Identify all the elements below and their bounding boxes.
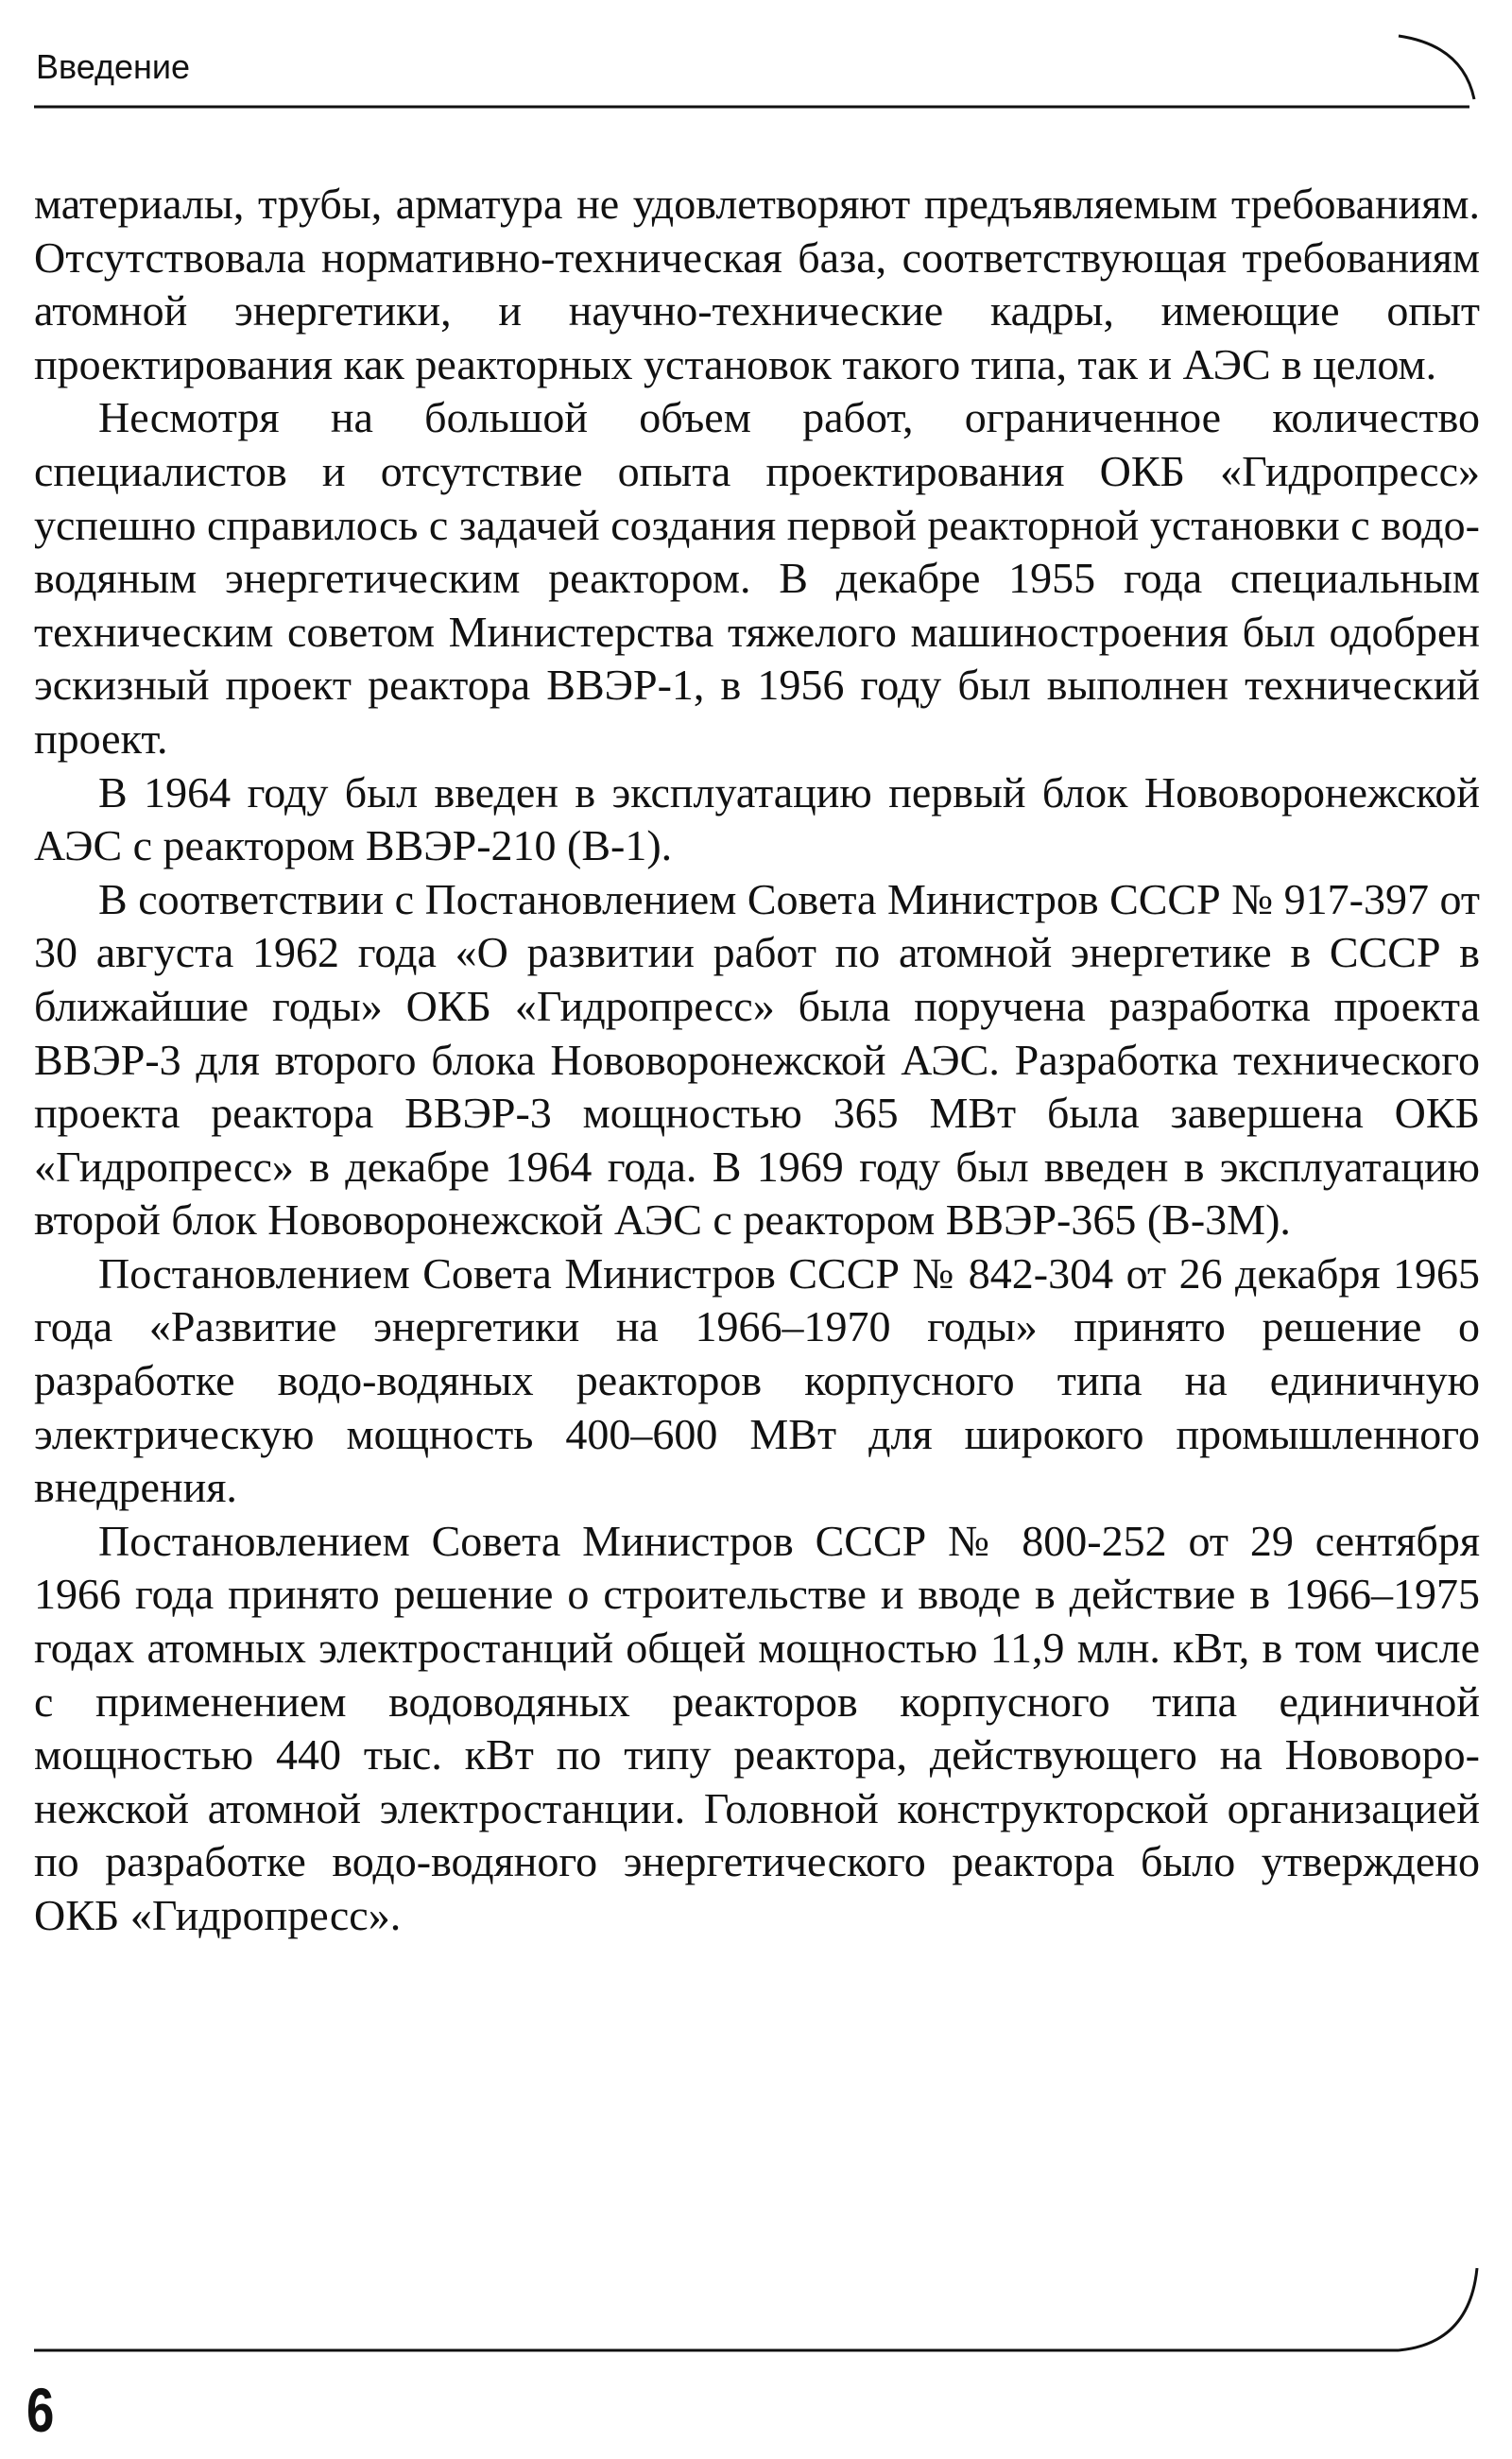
paragraph-3: В 1964 году был введен в эксплуатацию первый блок Нововоронежской АЭС с реактором ВВЭР-210 (В-1). [34,767,1480,870]
page-number: 6 [26,2375,55,2445]
body-text [34,178,1480,1943]
paragraph-6: Постановлением Совета Министров СССР № 800-252 от 29 сентября 1966 года принято решение о строительстве и вводе в действие в 1966–1975 годах атомных электростанций общей мощностью 11,9 млн. кВт, в том числе с применением водоводяных реакторов корпусного типа единичной мощностью 440 тыс. кВт по типу реактора, действующего на Нововоронежской атомной электростанции. Головной конструкторской организацией по разработке водо-водяного энергетического реактора было утверждено ОКБ «Гидропресс». [34,1516,1480,1939]
paragraph-2: Несмотря на большой объем работ, ограниченное количество специалистов и отсутствие опыта проектирования ОКБ «Гидропресс» успешно справилось с задачей создания первой реакторной установки с водо-водяным энергетическим реактором. В декабре 1955 года специальным техническим советом Министерства тяжелого машиностроения был одобрен эскизный проект реактора ВВЭР-1, в 1956 году был выполнен технический проект. [34,393,1480,763]
paragraph-1: материалы, трубы, арматура не удовлетворяют предъявляемым требованиям. Отсутствовала нормативно-техническая база, соответствующая требованиям атомной энергетики, и научно-технические кадры, имеющие опыт проектирования как реакторных установок такого типа, так и АЭС в целом. [34,180,1480,388]
section-title: Введение [36,47,191,86]
paragraph-5: Постановлением Совета Министров СССР № 842-304 от 26 декабря 1965 года «Развитие энергетики на 1966–1970 годы» принято решение о разработке водо-водяных реакторов корпусного типа на единичную электрическую мощность 400–600 МВт для широкого промышленного внедрения. [34,1248,1480,1512]
footer-rule [0,2249,1512,2353]
header-rule [0,0,1512,132]
paragraph-4: В соответствии с Постановлением Совета Министров СССР № 917-397 от 30 августа 1962 года «О развитии работ по атомной энергетике в СССР в ближайшие годы» ОКБ «Гидропресс» была поручена разработка проекта ВВЭР-3 для второго блока Нововоронежской АЭС. Разработка технического проекта реактора ВВЭР-3 мощностью 365 МВт была завершена ОКБ «Гидропресс» в декабре 1964 года. В 1969 году был введен в эксплуатацию второй блок Нововоронежской АЭС с реактором ВВЭР-365 (В-3М). [34,874,1480,1245]
